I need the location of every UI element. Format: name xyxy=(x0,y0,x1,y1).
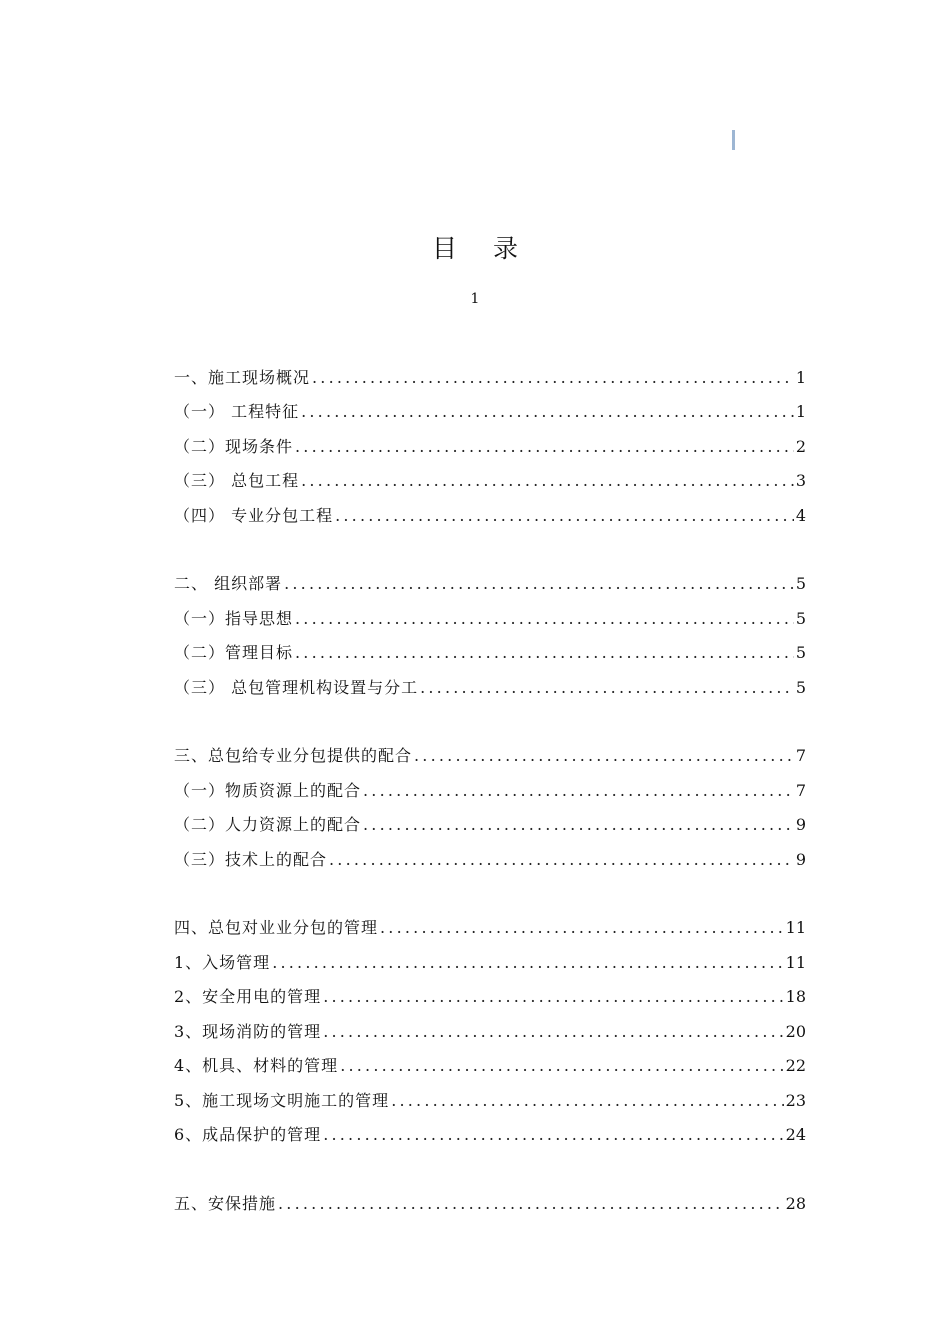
toc-dot-leader xyxy=(284,571,794,597)
toc-dot-leader xyxy=(335,503,794,529)
toc-entry-label: 一、施工现场概况 xyxy=(174,367,311,387)
toc-entry-page: 4 xyxy=(795,505,806,525)
toc-dot-leader xyxy=(295,606,794,632)
toc-entry[interactable] xyxy=(174,976,806,1011)
toc-entry[interactable] xyxy=(174,735,806,770)
toc-entry-label: 3、现场消防的管理 xyxy=(174,1021,322,1041)
toc-entry[interactable] xyxy=(174,838,806,873)
toc-section xyxy=(174,735,806,873)
toc-entry[interactable] xyxy=(174,804,806,839)
toc-dot-leader xyxy=(323,1019,783,1045)
toc-entry-label: （三） 总包工程 xyxy=(174,471,300,490)
toc-dot-leader xyxy=(380,915,784,941)
toc-entry[interactable] xyxy=(174,391,806,426)
toc-entry-page: 3 xyxy=(795,471,806,490)
toc-entry[interactable] xyxy=(174,1079,806,1114)
toc-section xyxy=(174,356,806,529)
toc-entry[interactable] xyxy=(174,356,806,391)
toc-entry[interactable] xyxy=(174,460,806,495)
toc-dot-leader xyxy=(363,778,794,804)
toc-entry-label: （一）指导思想 xyxy=(174,608,294,628)
toc-dot-leader xyxy=(414,743,794,769)
toc-entry-page: 2 xyxy=(795,436,806,456)
toc-entry-page: 7 xyxy=(795,746,806,765)
toc-entry-page: 5 xyxy=(795,677,806,697)
text-cursor-mark xyxy=(732,130,735,150)
toc-section xyxy=(174,1182,806,1217)
toc-dot-leader xyxy=(301,399,794,425)
toc-entry-label: 五、安保措施 xyxy=(174,1193,277,1213)
toc-entry-page: 18 xyxy=(785,987,806,1006)
toc-entry-page: 11 xyxy=(785,952,806,972)
toc-dot-leader xyxy=(278,1191,784,1217)
toc-dot-leader xyxy=(329,847,794,873)
toc-entry[interactable] xyxy=(174,597,806,632)
toc-section xyxy=(174,563,806,701)
toc-dot-leader xyxy=(312,365,794,391)
toc-entry[interactable] xyxy=(174,632,806,667)
toc-dot-leader xyxy=(323,984,783,1010)
toc-entry-label: （三） 总包管理机构设置与分工 xyxy=(174,677,419,697)
toc-dot-leader xyxy=(272,950,783,976)
toc-dot-leader xyxy=(323,1122,783,1148)
toc-entry[interactable] xyxy=(174,1010,806,1045)
toc-entry[interactable] xyxy=(174,1182,806,1217)
toc-entry-page: 5 xyxy=(795,574,806,593)
toc-entry-label: （二）现场条件 xyxy=(174,436,294,456)
toc-entry-label: （一）物质资源上的配合 xyxy=(174,780,362,800)
toc-entry[interactable] xyxy=(174,941,806,976)
toc-title: 目 录 xyxy=(432,234,532,263)
toc-entry-label: （二）人力资源上的配合 xyxy=(174,815,362,834)
toc-entry-label: （一） 工程特征 xyxy=(174,402,300,421)
toc-entry[interactable] xyxy=(174,907,806,942)
toc-entry-page: 9 xyxy=(795,849,806,869)
toc-entry-label: （三）技术上的配合 xyxy=(174,849,328,869)
toc-dot-leader xyxy=(301,468,794,494)
toc-entry[interactable] xyxy=(174,1045,806,1080)
toc-entry-page: 20 xyxy=(785,1021,806,1041)
toc-entry[interactable] xyxy=(174,1114,806,1149)
toc-dot-leader xyxy=(391,1088,783,1114)
toc-dot-leader xyxy=(295,434,794,460)
toc-entry-label: 4、机具、材料的管理 xyxy=(174,1056,339,1075)
toc-entry-label: （二）管理目标 xyxy=(174,643,294,662)
toc-entry-label: 2、安全用电的管理 xyxy=(174,987,322,1006)
toc-entry-page: 28 xyxy=(785,1193,806,1213)
toc-entry[interactable] xyxy=(174,769,806,804)
toc-section xyxy=(174,907,806,1149)
toc-entry-page: 5 xyxy=(795,608,806,628)
toc-entry-label: 三、总包给专业分包提供的配合 xyxy=(174,746,413,765)
toc-entry-page: 24 xyxy=(785,1125,806,1144)
toc-dot-leader xyxy=(295,640,794,666)
toc-dot-leader xyxy=(363,812,794,838)
toc-entry-label: 四、总包对业业分包的管理 xyxy=(174,918,379,937)
table-of-contents xyxy=(174,356,806,1251)
toc-entry-label: 5、施工现场文明施工的管理 xyxy=(174,1090,390,1110)
toc-entry-label: 1、入场管理 xyxy=(174,952,271,972)
page-number: 1 xyxy=(470,291,480,307)
toc-entry-label: 二、 组织部署 xyxy=(174,574,283,593)
toc-dot-leader xyxy=(420,675,794,701)
toc-entry-page: 23 xyxy=(785,1090,806,1110)
toc-entry[interactable] xyxy=(174,494,806,529)
toc-entry-page: 1 xyxy=(795,402,806,421)
toc-entry[interactable] xyxy=(174,563,806,598)
toc-dot-leader xyxy=(340,1053,783,1079)
toc-entry-label: 6、成品保护的管理 xyxy=(174,1125,322,1144)
toc-entry-page: 9 xyxy=(795,815,806,834)
toc-entry[interactable] xyxy=(174,666,806,701)
toc-entry-page: 5 xyxy=(795,643,806,662)
toc-entry[interactable] xyxy=(174,425,806,460)
toc-entry-page: 11 xyxy=(785,918,806,937)
toc-entry-page: 22 xyxy=(785,1056,806,1075)
toc-entry-label: （四） 专业分包工程 xyxy=(174,505,334,525)
toc-entry-page: 7 xyxy=(795,780,806,800)
toc-entry-page: 1 xyxy=(795,367,806,387)
